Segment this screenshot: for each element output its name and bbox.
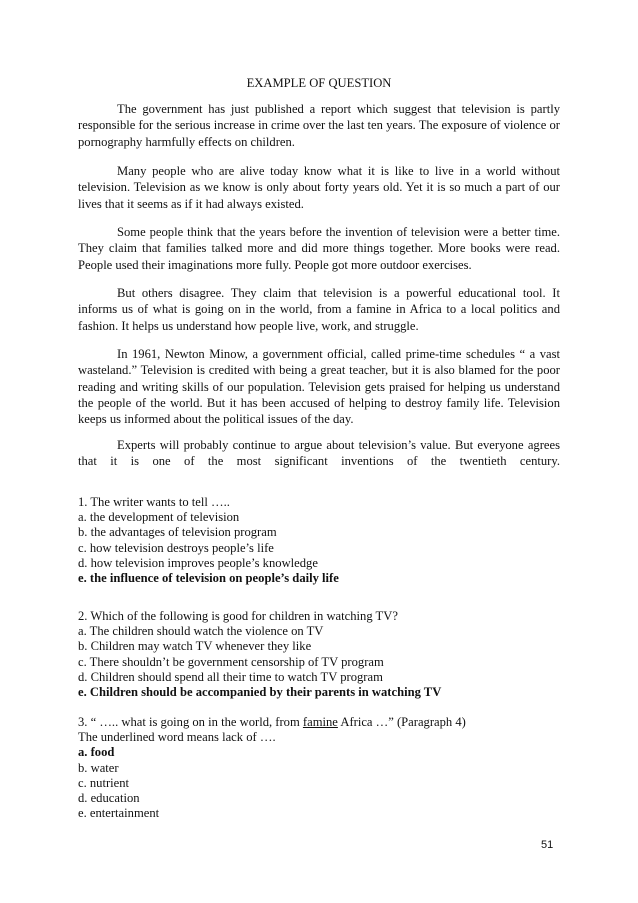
paragraph-1-text: The government has just published a report which suggest that television is partly responsible for the serious increase in crime over the last ten years. The exposure of violence or pornography harmfully effects on children. xyxy=(78,102,561,149)
page-number: 51 xyxy=(541,839,554,851)
question-3-stem-before: 3. “ ….. what is going on in the world, from xyxy=(78,715,303,729)
paragraph-5-text: In 1961, Newton Minow, a government official, called prime-time schedules “ a vast wasteland.” Television is credited with being a great teacher, but it is also blamed for the poor reading and writing skills of our population. Television gets praised for helping us understand the people of the world. But it has been accused of helping to destroy family life. Television keeps us informed about the political issues of the day. xyxy=(78,347,560,427)
page-title: EXAMPLE OF QUESTION xyxy=(246,76,392,90)
paragraph-3 xyxy=(78,224,560,273)
paragraph-5 xyxy=(78,346,560,427)
question-2 xyxy=(78,609,560,700)
question-2-option-d: d. Children should spend all their time to watch TV program xyxy=(78,669,383,684)
question-3 xyxy=(78,715,560,821)
paragraph-1 xyxy=(78,101,560,150)
question-2-option-a: a. The children should watch the violence on TV xyxy=(78,624,324,639)
question-1-option-d: d. how television improves people’s knowledge xyxy=(78,555,318,570)
question-2-option-c: c. There shouldn’t be government censorship of TV program xyxy=(78,654,384,669)
question-3-option-d: d. education xyxy=(78,791,140,806)
question-1-option-b: b. the advantages of television program xyxy=(78,525,277,540)
paragraph-3-text: Some people think that the years before the invention of television were a better time. They claim that families talked more and did more things together. More books were read. People used their imaginations more fully. People got more outdoor exercises. xyxy=(78,225,560,272)
paragraph-4 xyxy=(78,285,560,334)
question-1 xyxy=(78,495,560,586)
question-3-stem-after: Africa …” (Paragraph 4) xyxy=(337,715,466,729)
question-3-option-a-answer: a. food xyxy=(78,745,115,760)
question-3-option-e: e. entertainment xyxy=(78,806,160,821)
question-2-option-b: b. Children may watch TV whenever they like xyxy=(78,639,312,654)
question-1-stem: 1. The writer wants to tell ….. xyxy=(78,495,230,509)
question-1-option-c: c. how television destroys people’s life xyxy=(78,540,274,555)
question-3-stem-line2: The underlined word means lack of …. xyxy=(78,730,276,745)
question-3-option-c: c. nutrient xyxy=(78,775,130,790)
paragraph-4-text: But others disagree. They claim that television is a powerful educational tool. It informs us of what is going on in the world, from a famine in Africa to a local politics and fashion. It helps us understand how people live, work, and struggle. xyxy=(78,286,560,333)
question-2-option-e-answer: e. Children should be accompanied by their parents in watching TV xyxy=(78,685,442,700)
paragraph-2 xyxy=(78,163,560,212)
question-1-option-a: a. the development of television xyxy=(78,510,240,525)
paragraph-6 xyxy=(78,437,560,470)
question-2-stem: 2. Which of the following is good for children in watching TV? xyxy=(78,609,398,623)
question-3-option-b: b. water xyxy=(78,760,119,775)
question-1-option-e-answer: e. the influence of television on people’s daily life xyxy=(78,571,339,586)
paragraph-6-text: Experts will probably continue to argue about television’s value. But everyone agrees that it is one of the most significant inventions of the twentieth century. xyxy=(78,438,560,469)
question-3-underlined-word: famine xyxy=(302,715,338,729)
paragraph-2-text: Many people who are alive today know what it is like to live in a world without television. Television as we know is only about forty years old. Yet it is so much a part of our lives that it seems as if it had always existed. xyxy=(78,164,560,211)
question-3-stem xyxy=(78,715,560,730)
